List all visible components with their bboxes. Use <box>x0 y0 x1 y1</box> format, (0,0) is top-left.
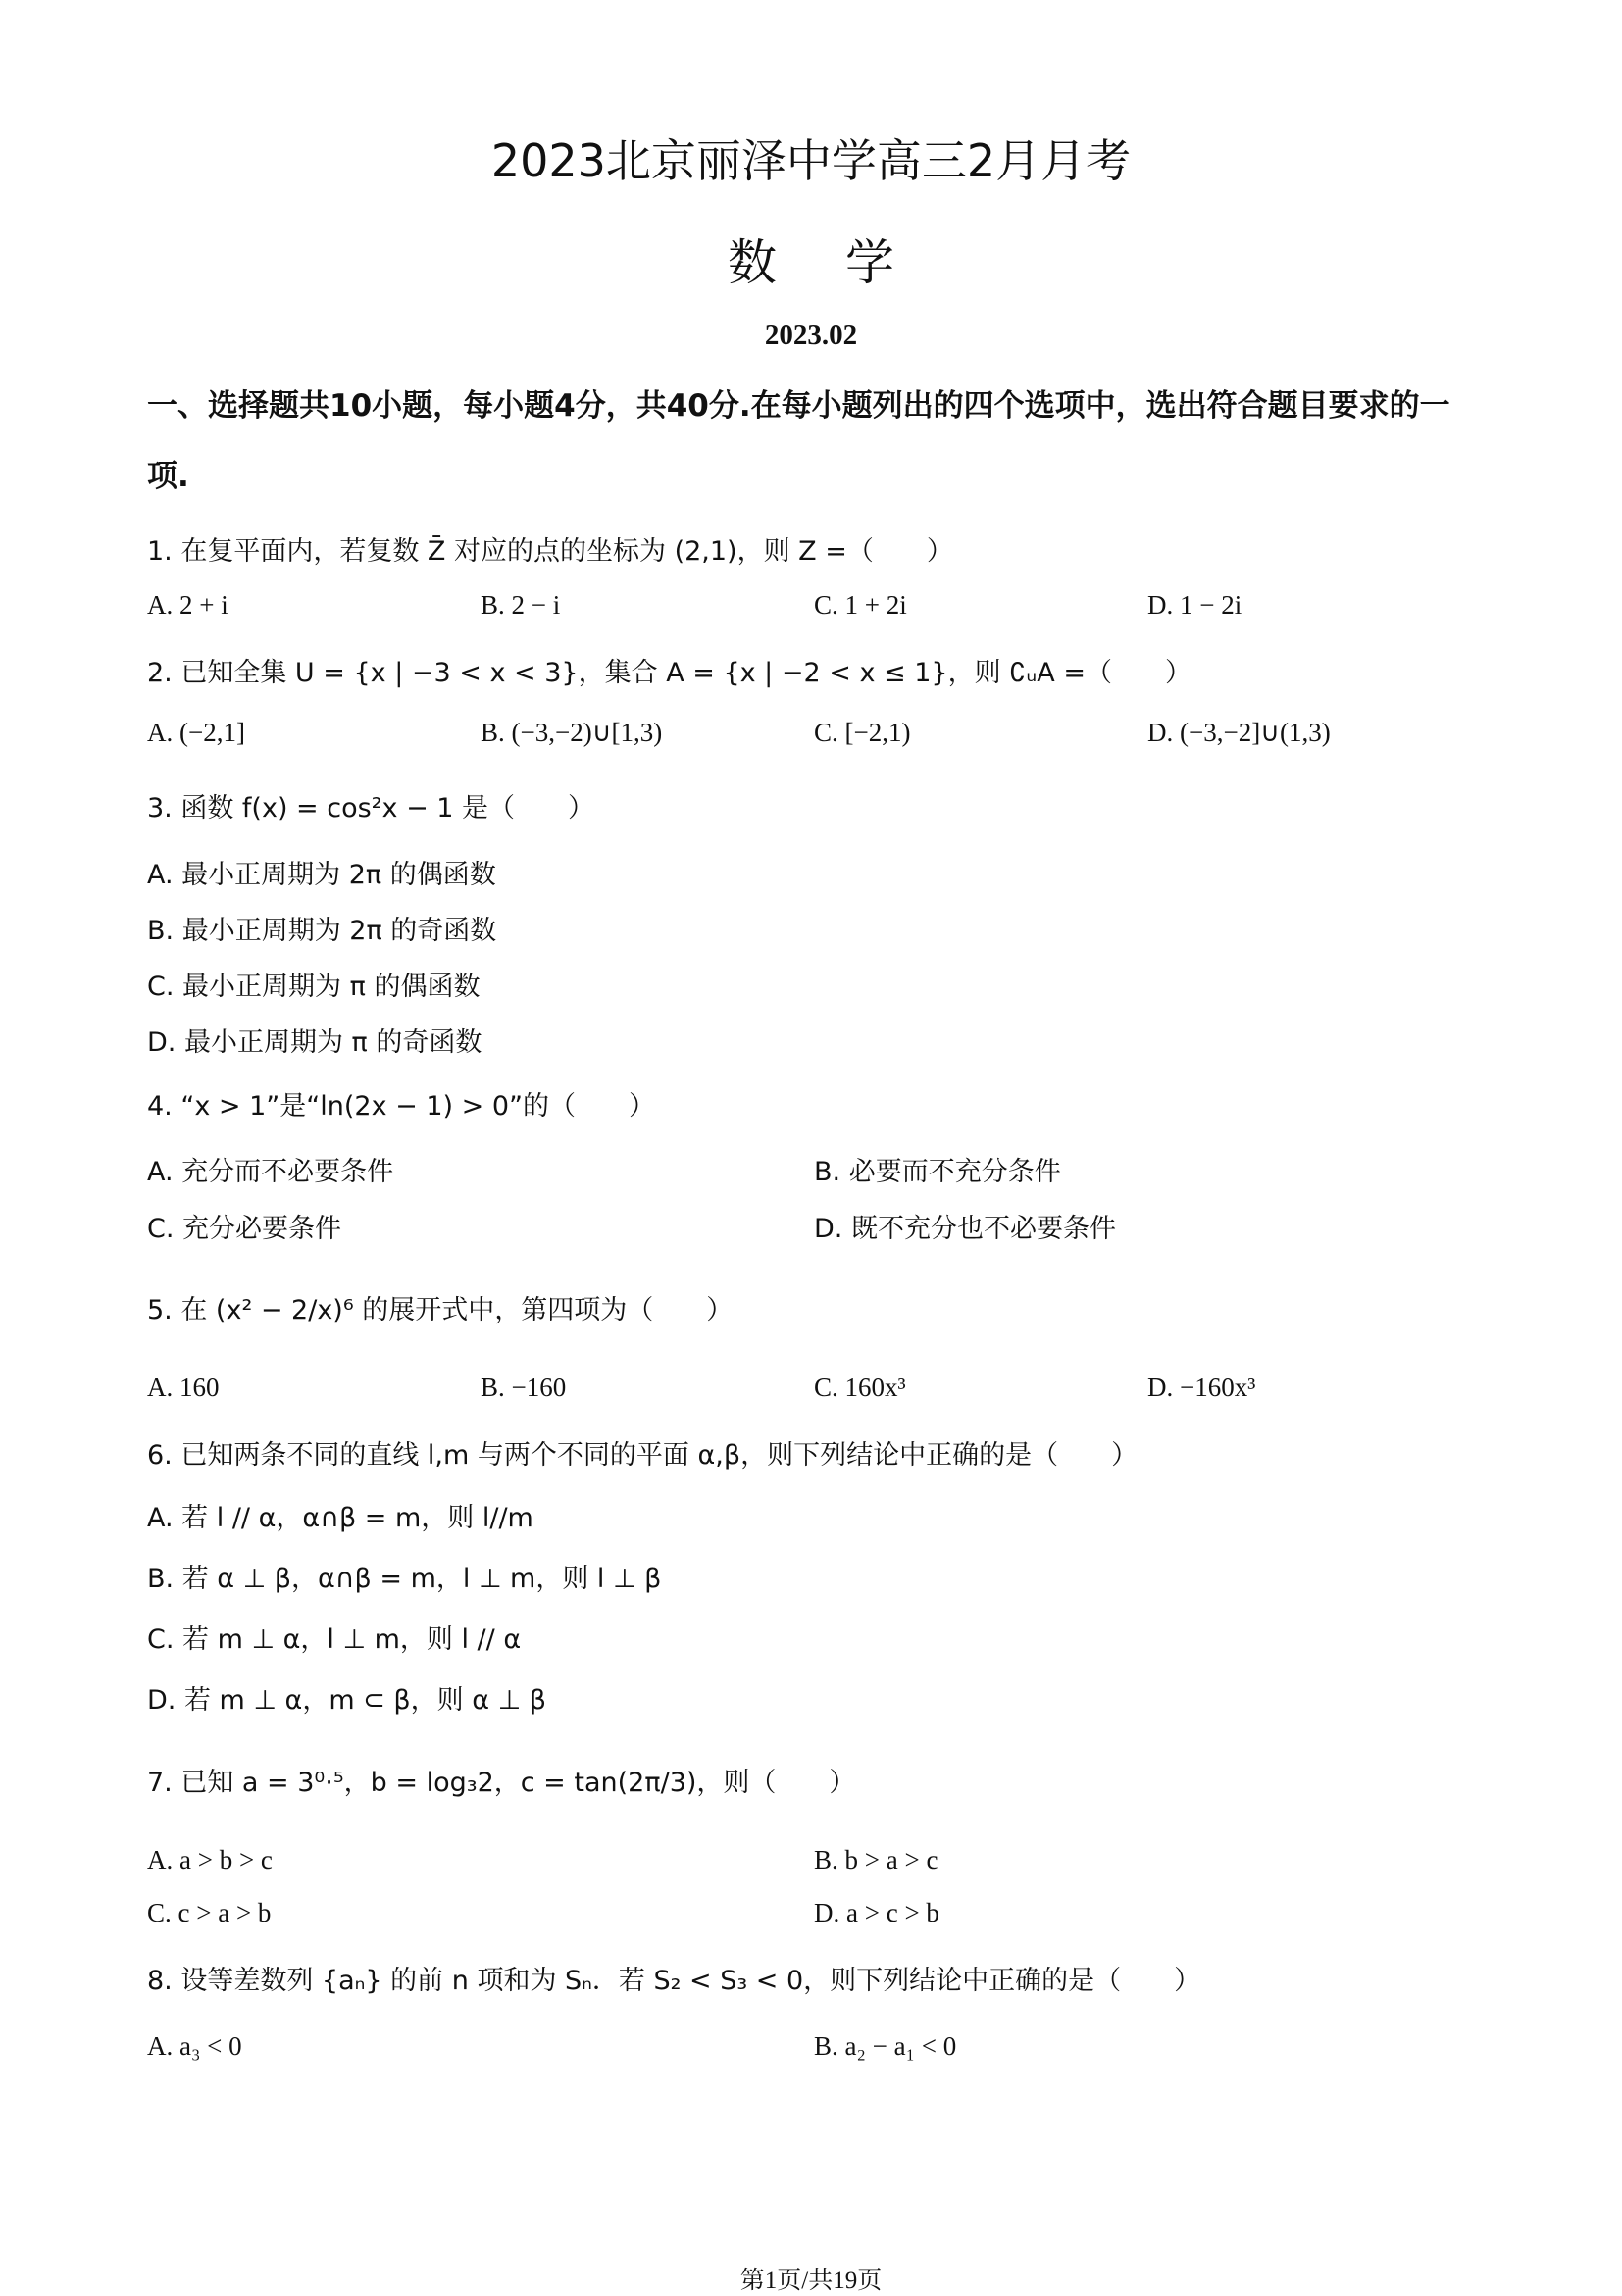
q7-option-d: D. a > c > b <box>814 1898 939 1927</box>
q4-option-c: C. 充分必要条件 <box>147 1214 342 1244</box>
q8-option-a: A. a₃ < 0 <box>147 2031 242 2061</box>
q4-option-a: A. 充分而不必要条件 <box>147 1157 394 1187</box>
q8-option-b: B. a₂ − a₁ < 0 <box>814 2031 957 2061</box>
question-7: 7. 已知 a = 3⁰·⁵，b = log₃2，c = tan(2π/3)，则（ ） <box>147 1768 856 1798</box>
question-8: 8. 设等差数列 {aₙ} 的前 n 项和为 Sₙ．若 S₂ < S₃ < 0，则下列结论中正确的是（ ） <box>147 1966 1201 1996</box>
q6-option-d: D. 若 m ⊥ α，m ⊂ β，则 α ⊥ β <box>147 1685 546 1716</box>
question-1: 1. 在复平面内，若复数 Z̄ 对应的点的坐标为 (2,1)，则 Z =（ ） <box>147 536 953 567</box>
q3-option-d: D. 最小正周期为 π 的奇函数 <box>147 1027 482 1058</box>
subject-title: 数学 <box>728 234 963 291</box>
q6-option-a: A. 若 l // α，α∩β = m，则 l//m <box>147 1503 533 1533</box>
q3-option-a: A. 最小正周期为 2π 的偶函数 <box>147 860 496 890</box>
q2-option-d: D. (−3,−2]∪(1,3) <box>1147 718 1331 747</box>
q1-option-c: C. 1 + 2i <box>814 590 907 620</box>
q6-option-b: B. 若 α ⊥ β，α∩β = m，l ⊥ m，则 l ⊥ β <box>147 1564 662 1594</box>
q3-option-b: B. 最小正周期为 2π 的奇函数 <box>147 916 497 946</box>
q4-option-b: B. 必要而不充分条件 <box>814 1157 1061 1187</box>
q5-option-a: A. 160 <box>147 1373 220 1402</box>
q1-option-d: D. 1 − 2i <box>1147 590 1242 620</box>
q2-option-b: B. (−3,−2)∪[1,3) <box>481 718 663 747</box>
question-2: 2. 已知全集 U = {x | −3 < x < 3}，集合 A = {x | −2 < x ≤ 1}，则 ∁ᵤA =（ ） <box>147 658 1191 688</box>
q5-option-c: C. 160x³ <box>814 1373 906 1402</box>
question-3: 3. 函数 f(x) = cos²x − 1 是（ ） <box>147 793 595 824</box>
question-6: 6. 已知两条不同的直线 l,m 与两个不同的平面 α,β，则下列结论中正确的是（ ） <box>147 1440 1139 1471</box>
q1-option-a: A. 2 + i <box>147 590 228 620</box>
q7-option-c: C. c > a > b <box>147 1898 272 1927</box>
q1-option-b: B. 2 − i <box>481 590 561 620</box>
q4-option-d: D. 既不充分也不必要条件 <box>814 1214 1116 1244</box>
q2-option-c: C. [−2,1) <box>814 718 911 747</box>
q5-option-b: B. −160 <box>481 1373 567 1402</box>
q7-option-a: A. a > b > c <box>147 1845 273 1874</box>
q6-option-c: C. 若 m ⊥ α，l ⊥ m，则 l // α <box>147 1624 522 1655</box>
question-4: 4. “x > 1”是“ln(2x − 1) > 0”的（ ） <box>147 1091 656 1122</box>
q5-option-d: D. −160x³ <box>1147 1373 1256 1402</box>
exam-title: 2023北京丽泽中学高三2月月考 <box>490 134 1132 187</box>
section-heading: 一、选择题共10小题，每小题4分，共40分.在每小题列出的四个选项中，选出符合题目要求的一项. <box>147 388 1450 494</box>
exam-date: 2023.02 <box>764 320 858 351</box>
q7-option-b: B. b > a > c <box>814 1845 938 1874</box>
q3-option-c: C. 最小正周期为 π 的偶函数 <box>147 972 481 1002</box>
question-5: 5. 在 (x² − 2/x)⁶ 的展开式中，第四项为（ ） <box>147 1295 734 1325</box>
page-number: 第1页/共19页 <box>739 2268 883 2294</box>
q2-option-a: A. (−2,1] <box>147 718 245 747</box>
